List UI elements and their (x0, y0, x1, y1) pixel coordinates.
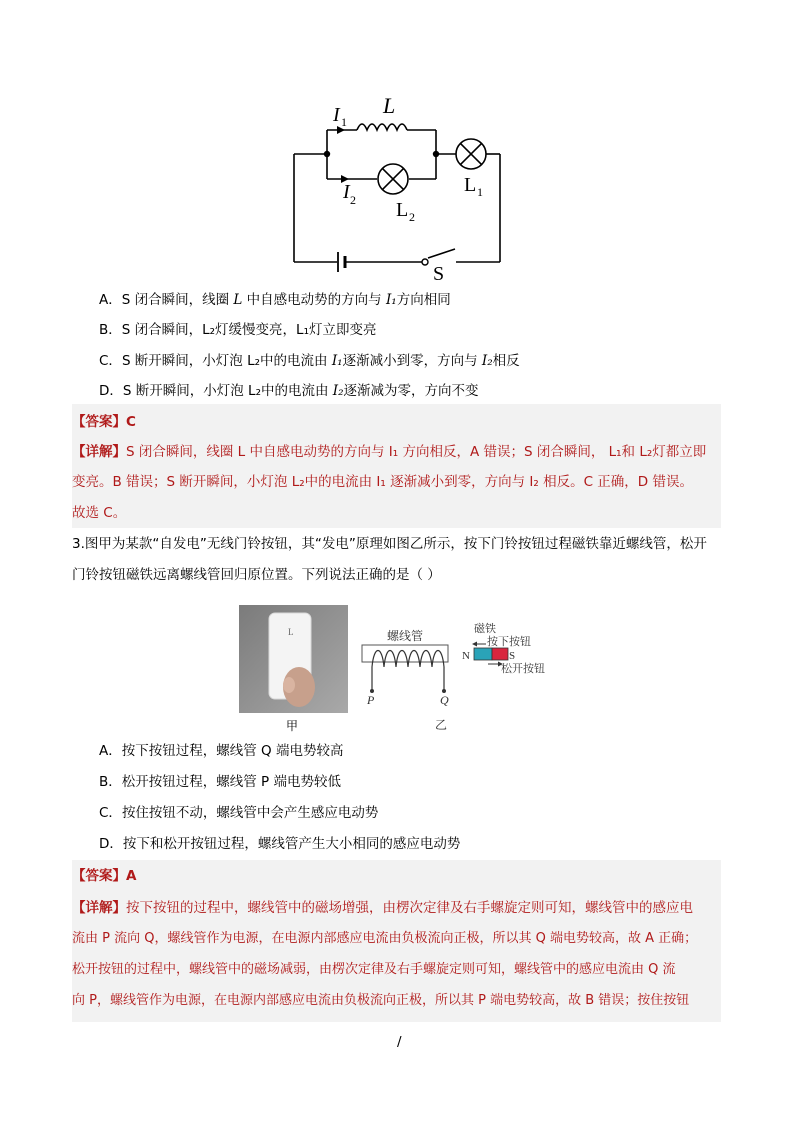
q2-detail-line2: 变亮。B 错误；S 断开瞬间，小灯泡 L₂中的电流由 I₁ 逐渐减小到零，方向与 I₂ 相反。C 正确，D 错误。 (72, 474, 693, 490)
q3-option-d: D．按下和松开按钮过程，螺线管产生大小相同的感应电动势 (99, 836, 461, 852)
q2-detail-line3: 故选 C。 (72, 505, 127, 521)
q3-detail-line2: 流由 P 流向 Q，螺线管作为电源，在电源内部感应电流由负极流向正极，所以其 Q 端电势较高，故 A 正确； (72, 931, 698, 946)
q3-stem-line1: 3.图甲为某款“自发电”无线门铃按钮，其“发电”原理如图乙所示，按下门铃按钮过程磁铁靠近螺线管，松开 (72, 536, 707, 552)
magnet-s (492, 648, 508, 660)
label-i1-sub: 1 (341, 115, 347, 129)
label-p: P (367, 693, 375, 707)
label-release: 松开按钮 (501, 663, 545, 675)
label-s: S (433, 263, 445, 284)
label-q: Q (440, 693, 449, 707)
doorbell-photo (239, 605, 348, 713)
label-n: N (462, 650, 470, 662)
q3-detail-line3: 松开按钮的过程中，螺线管中的磁场减弱，由楞次定律及右手螺旋定则可知，螺线管中的感应电流由 Q 流 (72, 962, 676, 977)
label-press: 按下按钮 (487, 636, 531, 648)
label-solenoid: 螺线管 (387, 629, 424, 643)
solenoid-diagram (355, 618, 560, 734)
q2-option-a: A．S 闭合瞬间，线圈 L 中自感电动势的方向与 I₁方向相同 (99, 292, 451, 308)
q3-option-b: B．松开按钮过程，螺线管 P 端电势较低 (99, 774, 341, 790)
q3-detail-line4: 向 P，螺线管作为电源，在电源内部感应电流由负极流向正极，所以其 P 端电势较高，故 B 错误；按住按钮 (72, 993, 690, 1008)
label-i2: I (343, 181, 350, 203)
label-s-pole: S (509, 650, 516, 662)
q2-answer-band (72, 404, 721, 528)
q2-option-c: C．S 断开瞬间，小灯泡 L₂中的电流由 I₁逐渐减小到零，方向与 I₂相反 (99, 353, 520, 369)
q3-option-c: C．按住按钮不动，螺线管中会产生感应电动势 (99, 805, 379, 821)
label-l2: L (396, 199, 409, 221)
label-magnet: 磁铁 (474, 623, 496, 635)
q3-stem-line2: 门铃按钮磁铁远离螺线管回归原位置。下列说法正确的是（ ） (72, 567, 441, 583)
label-i2-sub: 2 (350, 193, 356, 207)
label-l2-sub: 2 (409, 210, 415, 224)
q2-detail-line1: 【详解】S 闭合瞬间，线圈 L 中自感电动势的方向与 I₁ 方向相反，A 错误；S 闭合瞬间， L₁和 L₂灯都立即 (72, 444, 707, 460)
label-l: L (383, 93, 396, 118)
q2-option-d: D．S 断开瞬间，小灯泡 L₂中的电流由 I₂逐渐减为零，方向不变 (99, 383, 479, 399)
label-i1: I (333, 104, 340, 126)
caption-jia: 甲 (286, 719, 299, 733)
circuit-diagram (285, 92, 515, 284)
q3-detail-line1: 【详解】按下按钮的过程中，螺线管中的磁场增强，由楞次定律及右手螺旋定则可知，螺线管中的感应电 (72, 900, 693, 916)
q2-answer: 【答案】C (72, 414, 136, 430)
lamp-l1-icon (456, 139, 486, 169)
inductor-coil (357, 124, 407, 130)
magnet-n (474, 648, 492, 660)
q3-option-a: A．按下按钮过程，螺线管 Q 端电势较高 (99, 743, 344, 759)
solenoid-coil (372, 651, 444, 668)
label-l1-sub: 1 (477, 185, 483, 199)
q3-answer: 【答案】A (72, 868, 137, 884)
q2-option-b: B．S 闭合瞬间，L₂灯缓慢变亮，L₁灯立即变亮 (99, 322, 377, 338)
caption-yi: 乙 (435, 718, 448, 732)
label-l1: L (464, 174, 477, 196)
lamp-l2-icon (378, 164, 408, 194)
page-mark: / (397, 1034, 402, 1050)
svg-text:L: L (288, 627, 294, 637)
